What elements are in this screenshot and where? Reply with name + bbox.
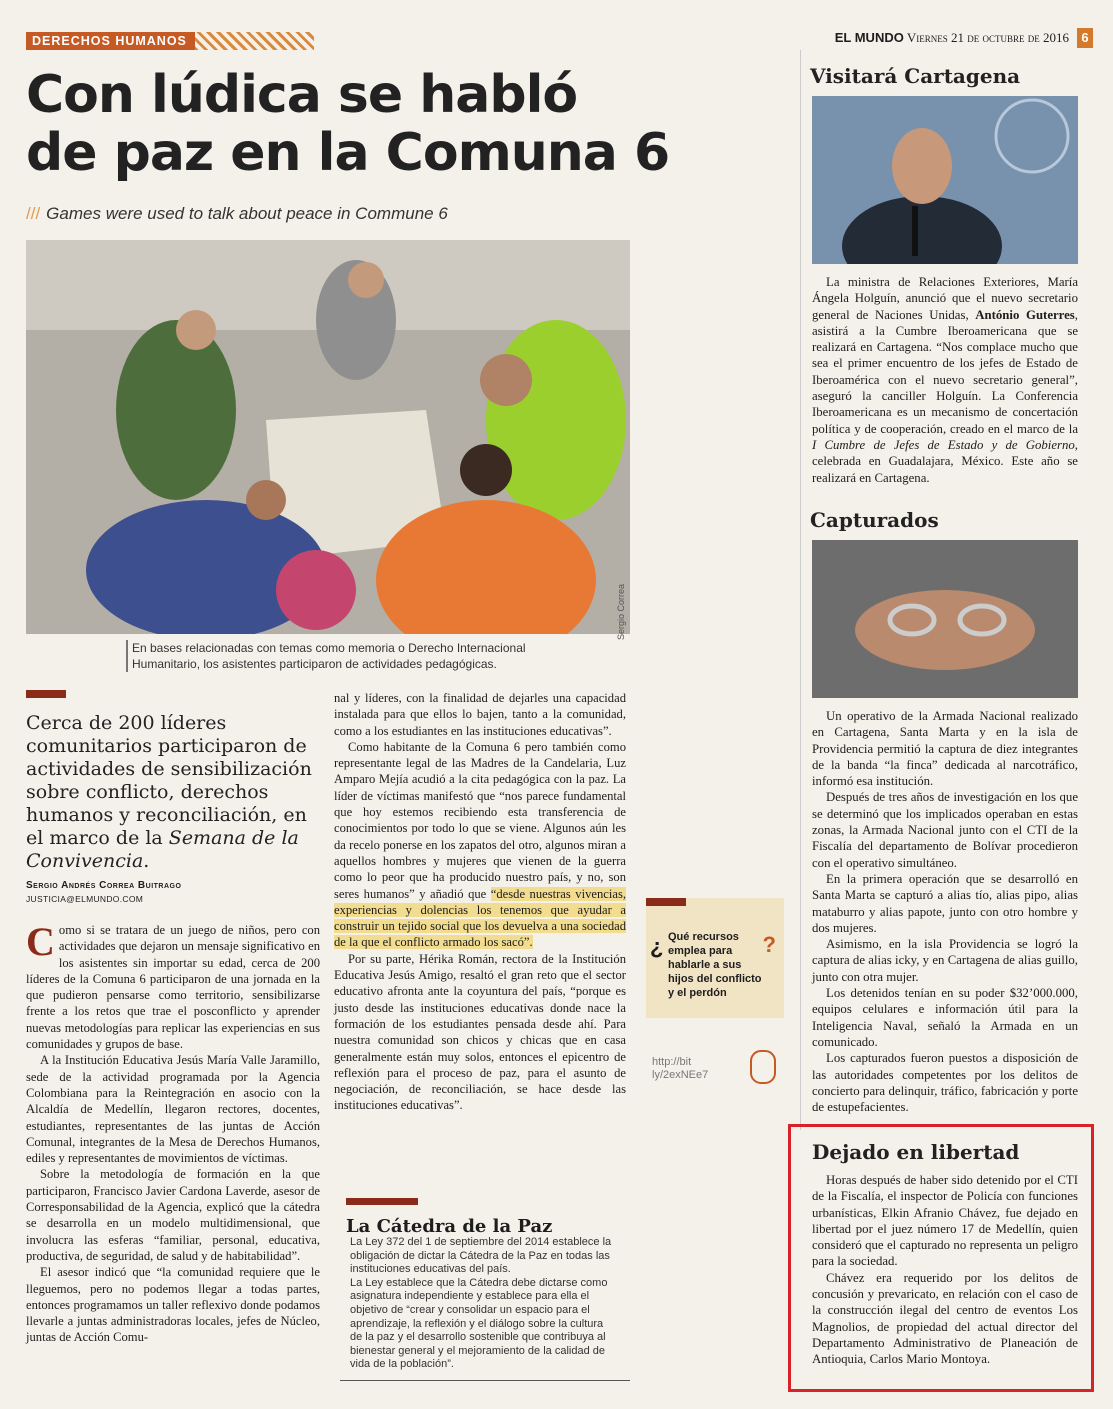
freed-text xyxy=(812,1172,1078,1368)
article-paragraph: omo si se tratara de un juego de niños, pero con actividades que dejaron un mensaje significativo en los asistentes sin importar su edad, cerca de 200 líderes de la Comuna 6 participaron de una jornada en la que pudieron pensarse como territorio, sensibilizarse frente a los retos que trae el posconflicto y aprender nuevas metodologías para replicar las experiencias en sus comunidades y grupos de base. xyxy=(26,923,320,1052)
sidebar-divider xyxy=(800,50,801,1130)
issue-date: Viernes 21 de octubre de 2016 xyxy=(906,30,1069,45)
page-number: 6 xyxy=(1077,28,1093,48)
section-label: DERECHOS HUMANOS xyxy=(26,32,195,50)
workshop-photo-illustration xyxy=(26,240,630,634)
byline-author: Sergio Andrés Correa Buitrago xyxy=(26,880,182,891)
masthead xyxy=(835,30,1069,46)
article-paragraph: El asesor indicó que “la comunidad requiere que le lleguemos, pero no podemos llegar a todas partes, entonces programamos un taller reflexivo donde podamos llevarle a juntas administradoras locales, jefes de Núcleo, juntas de Acción Comu- xyxy=(26,1265,320,1345)
close-question-mark: ? xyxy=(762,932,776,957)
link-line-2[interactable]: ly/2exNEe7 xyxy=(652,1069,709,1081)
article-paragraph: Sobre la metodología de formación en la que participaron, Francisco Javier Cardona Laverde, asesor de Corresponsabilidad de la Agencia, explicó que la cátedra se desarrolla en un modelo multidimensional, que involucra las esferas “familiar, personal, educativa, productiva, de seguridad, de salud y de habitabilidad”. xyxy=(26,1167,320,1263)
freed-paragraph: Chávez era requerido por los delitos de concusión y prevaricato, en relación con el caso de la construcción ilegal del centro de eventos Los Magnolios, de propiedad del actual director del Departamento Administrativo de Planeación de Antioquia, Carlos Mario Montoya. xyxy=(812,1270,1078,1367)
article-column-2 xyxy=(334,690,626,1114)
captured-text xyxy=(812,708,1078,1115)
captured-title: Capturados xyxy=(810,508,939,532)
headline-line-1: Con lúdica se habló xyxy=(26,65,578,125)
question-accent-bar xyxy=(646,898,686,906)
speaker-photo-illustration xyxy=(812,96,1078,264)
lead-emphasis: Semana de la Convivencia xyxy=(26,827,299,872)
article-paragraph: nal y líderes, con la finalidad de dejarles una capacidad instalada para que ellos lo bajen, tanto a la comunidad, como a los estudiantes en las instituciones educativas”. xyxy=(334,691,626,738)
mouse-icon xyxy=(750,1050,776,1084)
lead-paragraph xyxy=(26,712,322,873)
short-link[interactable] xyxy=(652,1056,708,1082)
visit-text-3: , celebrada en Guadalajara, México. Este año se realizará en Cartagena. xyxy=(812,437,1078,485)
subtitle-slashes: /// xyxy=(26,204,41,223)
catedra-divider xyxy=(340,1380,630,1381)
newspaper-name: EL MUNDO xyxy=(834,30,904,45)
captured-paragraph: En la primera operación que se desarrolló en Santa Marta se capturó a alias tío, alias pipo, alias mataburro y alias papote, junto con otro hombre y dos mujeres. xyxy=(812,871,1078,935)
highlighted-quote: “desde nuestras vivencias, experiencias y dolencias los tenemos que ayudar a construir un tejido social que los devuelva a una sociedad de la que el conflicto armado los sacó”. xyxy=(334,886,626,950)
article-paragraph: A la Institución Educativa Jesús María Valle Jaramillo, sede de la actividad programada por la Agencia Colombiana para la Reintegración en asocio con la Alcaldía de Medellín, llegaron rectores, docentes, estudiantes, representantes de las juntas de Acción Comunal, integrantes de la Mesa de Derechos Humanos, ediles y representantes de movimientos de víctimas. xyxy=(26,1053,320,1166)
article-column-1 xyxy=(26,919,320,1346)
catedra-accent-bar xyxy=(346,1198,418,1205)
link-line-1[interactable]: http://bit xyxy=(652,1056,692,1068)
handcuffs-photo-illustration xyxy=(812,540,1078,698)
subtitle-text: Games were used to talk about peace in Commune 6 xyxy=(46,204,448,223)
catedra-text xyxy=(350,1236,618,1372)
section-tag xyxy=(26,32,314,50)
headline xyxy=(26,66,786,182)
freed-title: Dejado en libertad xyxy=(812,1140,1020,1164)
photo-caption: En bases relacionadas con temas como memoria o Derecho Internacional Humanitario, los asistentes participaron de actividades pedagógicas. xyxy=(126,640,552,672)
question-text: Qué recursos emplea para hablarle a sus hijos del conflicto y el perdón xyxy=(668,931,762,999)
handcuffs-photo xyxy=(812,540,1078,698)
reader-question-box xyxy=(646,898,784,1018)
lead-text: Cerca de 200 líderes comunitarios participaron de actividades de sensibilización sobre conflicto, derechos humanos y reconciliación, en el marco de la xyxy=(26,712,312,849)
drop-cap: C xyxy=(26,919,55,964)
visit-title: Visitará Cartagena xyxy=(810,64,1021,88)
captured-paragraph: Los detenidos tenían en su poder $32’000.000, equipos celulares e información útil para la Inteligencia Naval, señaló la Armada en un comunicado. xyxy=(812,986,1078,1049)
captured-paragraph: Después de tres años de investigación en los que se determinó que los implicados operaban en estas zonas, la Armada Nacional junto con el CTI de la Fiscalía del departamento de Bolívar procedieron con el operativo simultáneo. xyxy=(812,790,1078,870)
article-paragraph xyxy=(334,739,626,951)
captured-paragraph: Asimismo, en la isla Providencia se logró la captura de alias icky, y en Cartagena de alias guillo, junto con otra mujer. xyxy=(812,937,1078,984)
visit-text-2: , asistirá a la Cumbre Iberoamericana que se realizará en Cartagena. “Nos complace mucho que sea el primer encuentro de los jefes de Estado de Iberoamérica con el nuevo secretario general”, aseguró la canciller Holguín. La Conferencia Iberoamericana es un mecanismo de concertación política y de cooperación, creado en el marco de la xyxy=(812,307,1078,436)
visit-text-1: La ministra de Relaciones Exteriores, María Ángela Holguín, anunció que el nuevo secretario general de Naciones Unidas, xyxy=(812,275,1078,322)
catedra-paragraph: La Ley establece que la Cátedra debe dictarse como asignatura independiente y establece para ella el objetivo de “crear y consolidar un espacio para el aprendizaje, la reflexión y el diálogo sobre la cultura de la paz y el desarrollo sostenible que contribuya al bienestar general y el mejoramiento de la calidad de vida de la población”. xyxy=(350,1276,608,1371)
main-photo xyxy=(26,240,630,634)
headline-line-2: de paz en la Comuna 6 xyxy=(26,123,670,183)
lead-end: . xyxy=(143,850,150,872)
captured-paragraph: Los capturados fueron puestos a disposición de las autoridades competentes por los delitos de concierto para delinquir, tráfico, fabricación y porte de estupefacientes. xyxy=(812,1051,1078,1115)
visit-text xyxy=(812,274,1078,486)
visit-name: António Guterres xyxy=(975,307,1075,322)
catedra-paragraph: La Ley 372 del 1 de septiembre del 2014 establece la obligación de dictar la Cátedra de la Paz en todas las instituciones educativas del país. xyxy=(350,1236,612,1276)
freed-paragraph: Horas después de haber sido detenido por el CTI de la Fiscalía, el inspector de Policía con funciones urbanísticas, Elkin Afranio Chávez, fue dejado en libertad por el juez número 17 de Medellín, quien consideró que el capturado no representa un peligro para la sociedad. xyxy=(812,1173,1078,1269)
byline-email: JUSTICIA@ELMUNDO.COM xyxy=(26,894,144,904)
captured-paragraph: Un operativo de la Armada Nacional realizado en Cartagena, Santa Marta y en la isla de Providencia permitió la captura de diez integrantes de la banda “la finca” dedicada al narcotráfico, informó esa institución. xyxy=(812,709,1078,789)
article-text: Como habitante de la Comuna 6 pero también como representante legal de las Madres de la Candelaria, Luz Amparo Mejía acudió a la cita pedagógica con la paz. La líder de víctimas manifestó que “nos parece fundamental que hoy estemos recibiendo esta transferencia de conocimientos por todo lo que se viene. Algunos aún les da recelo ponerse en los zapatos del otro, algunos miran a aquellos hombres y mujeres que vienen de la guerra como lo peor que ha producido nuestro país, y no, son seres humanos” y añadió que xyxy=(334,739,626,901)
open-question-mark: ¿ xyxy=(650,934,664,959)
lead-accent-bar xyxy=(26,690,66,698)
photo-credit: Sergio Correa xyxy=(616,583,626,640)
english-subtitle xyxy=(26,204,448,224)
visit-summit-name: I Cumbre de Jefes de Estado y de Gobierno xyxy=(812,437,1075,452)
guterres-photo xyxy=(812,96,1078,264)
catedra-title: La Cátedra de la Paz xyxy=(346,1216,553,1237)
article-paragraph: Por su parte, Hérika Román, rectora de la Institución Educativa Jesús Amigo, resaltó el gran reto que el sector educativo afronta ante la coyuntura del país, “porque es justo desde las instituciones educativas donde nace la formación de los estudiantes pensada desde ahí. Para nuestra comunidad son chicos y chicas que en casa generalmente están muy solos, entonces el epicentro de reflexión para el proceso de paz, para el asunto de negociación, de reconciliación, se hace desde las instituciones educativas”. xyxy=(334,951,626,1113)
